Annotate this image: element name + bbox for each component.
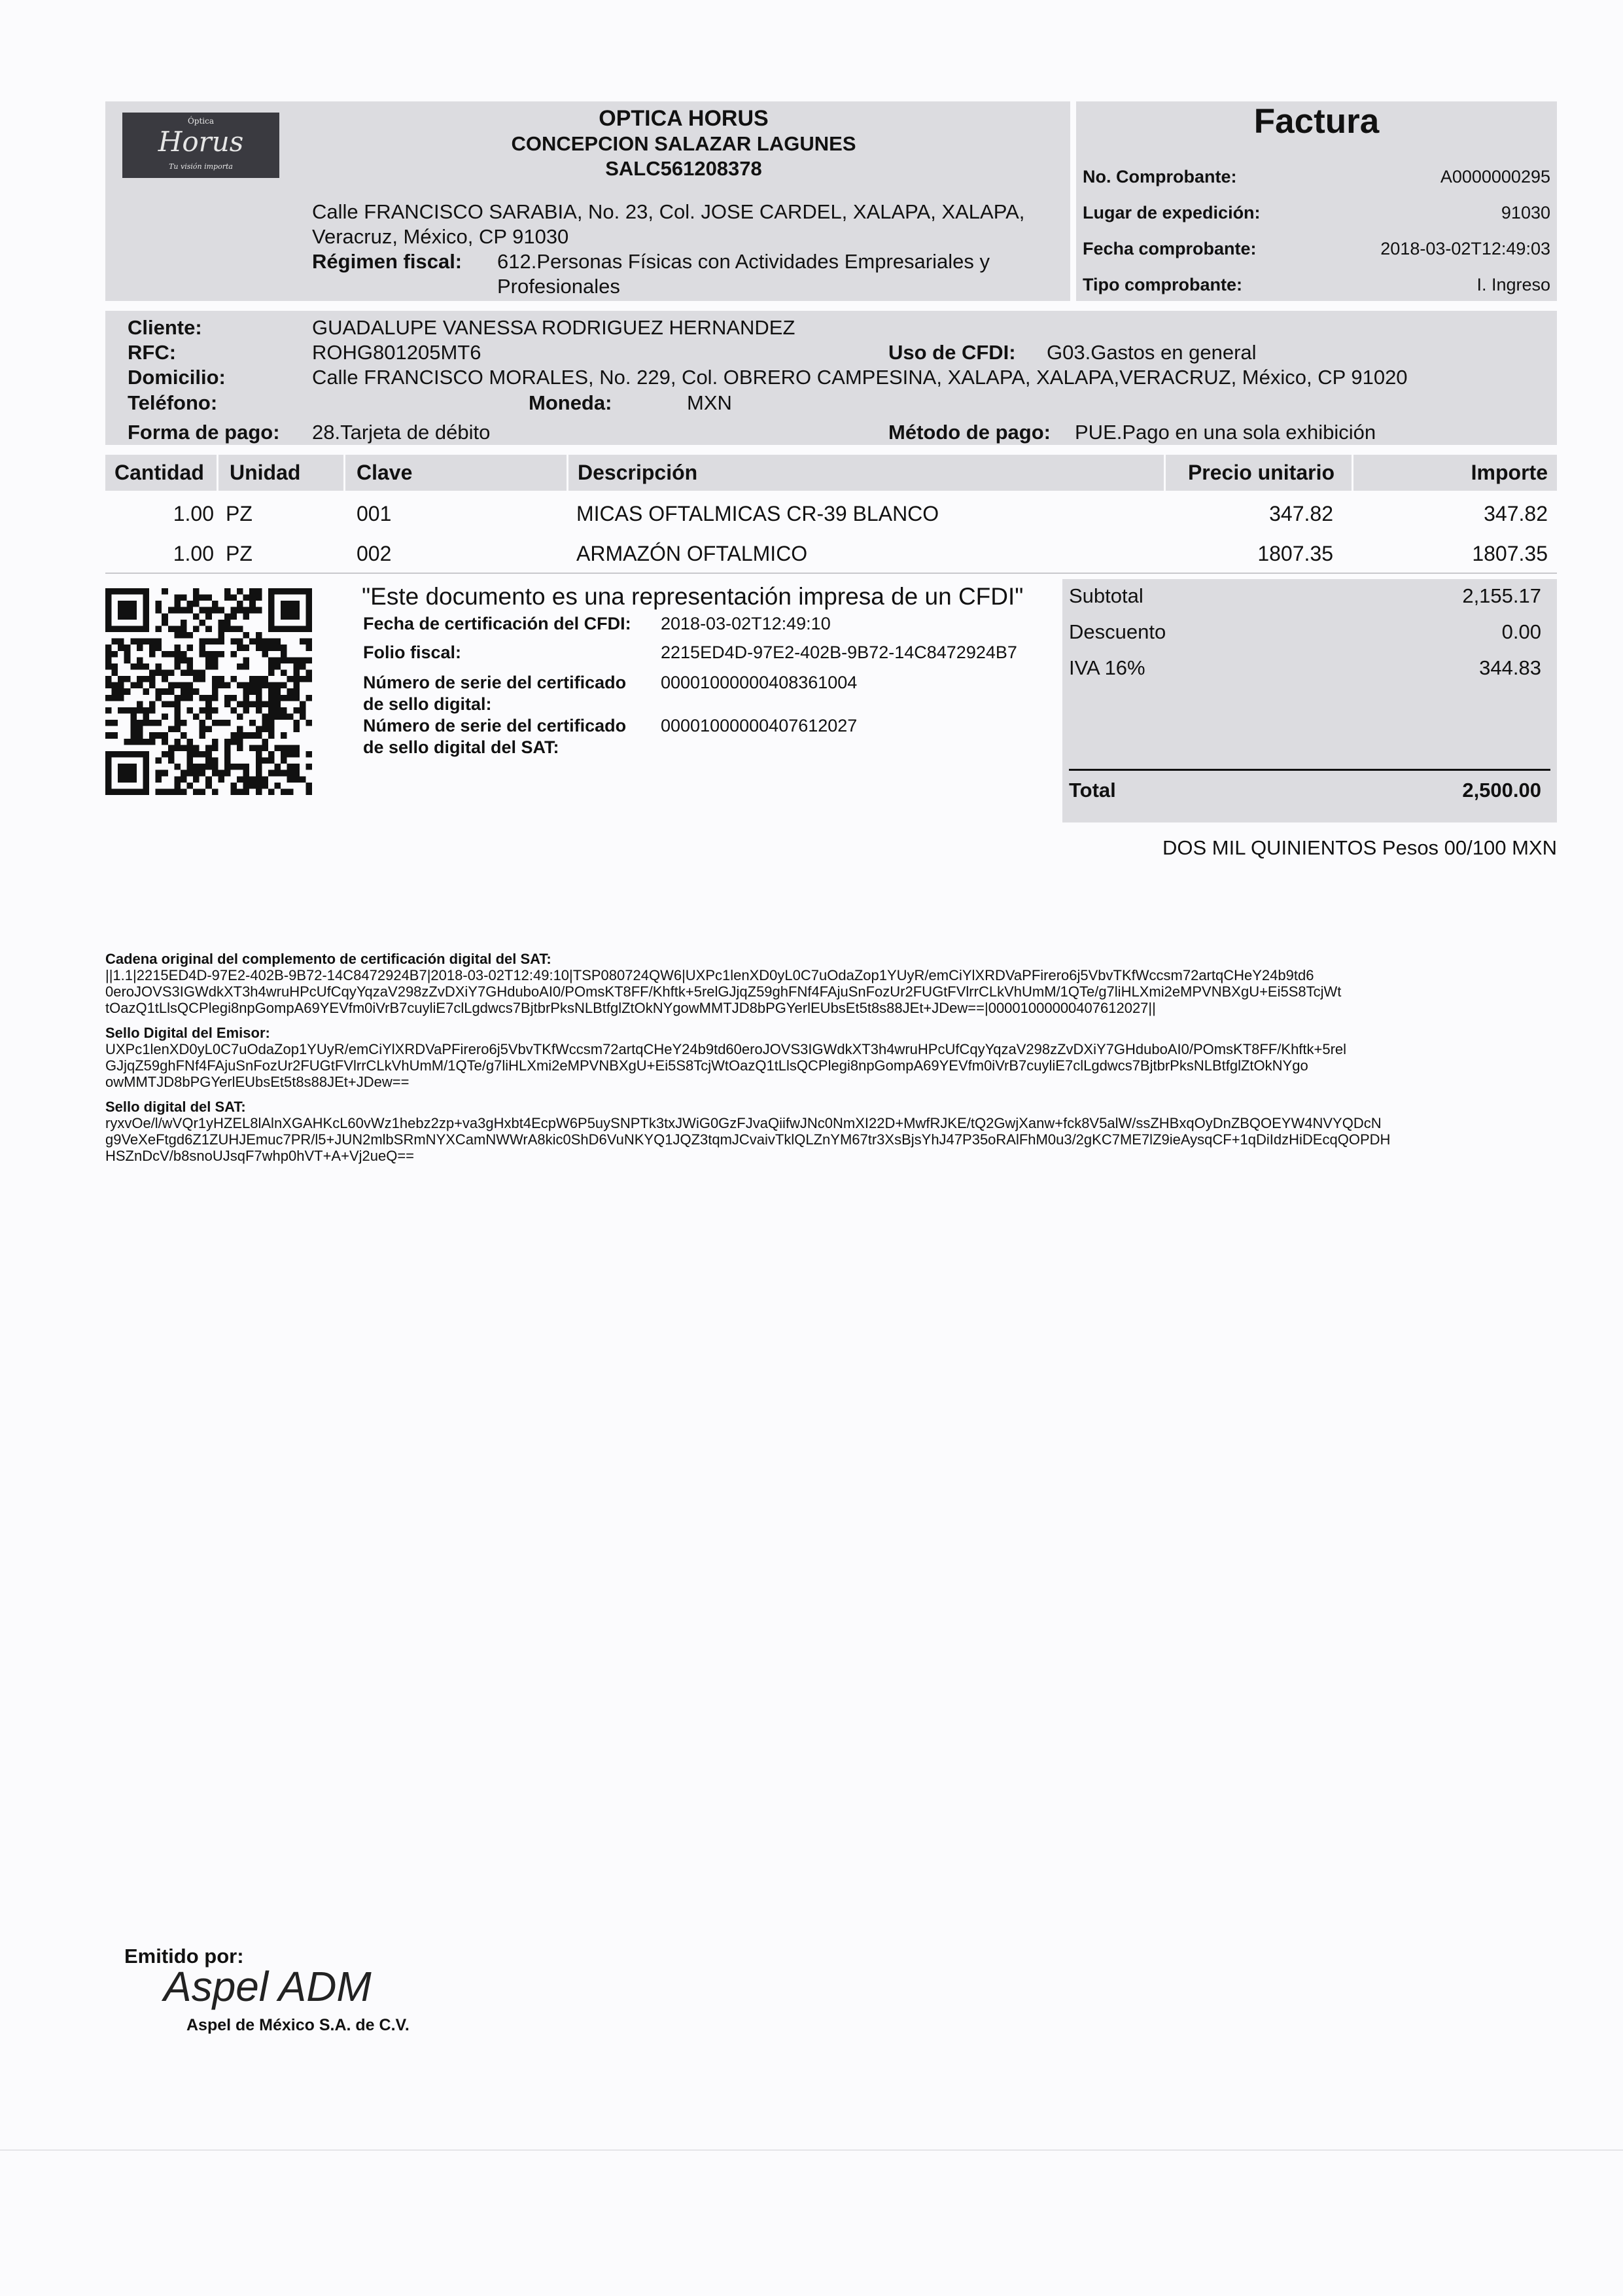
factura-row-label: Fecha comprobante:: [1083, 239, 1257, 258]
col-descripcion: Descripción: [578, 461, 698, 484]
cfdi-leyenda: "Este documento es una representación impresa de un CFDI": [362, 583, 1024, 610]
emisor-rfc: SALC561208378: [605, 157, 762, 180]
factura-title: Factura: [1253, 102, 1380, 141]
col-divider: [217, 455, 218, 491]
moneda-value: MXN: [687, 391, 732, 414]
cell-descripcion: ARMAZÓN OFTALMICO: [576, 542, 808, 565]
col-unidad: Unidad: [230, 461, 301, 484]
iva-label: IVA 16%: [1069, 656, 1145, 679]
col-divider: [343, 455, 345, 491]
descuento-value: 0.00: [1501, 620, 1541, 643]
table-row: [105, 540, 1557, 567]
cliente-value: GUADALUPE VANESSA RODRIGUEZ HERNANDEZ: [312, 316, 795, 339]
fecha-cert-value: 2018-03-02T12:49:10: [661, 614, 831, 633]
col-precio: Precio unitario: [1187, 461, 1335, 484]
company-logo: [122, 113, 279, 178]
cell-unidad: PZ: [226, 502, 253, 525]
cell-precio: 1807.35: [1257, 542, 1333, 565]
factura-row-value: 2018-03-02T12:49:03: [1380, 239, 1550, 258]
cell-cantidad: 1.00: [173, 542, 214, 565]
emitido-por: Emitido por:: [124, 1945, 244, 1968]
rfc-label: RFC:: [128, 341, 177, 364]
sello-sat-line: g9VeXeFtgd6Z1ZUHJEmuc7PR/l5+JUN2mlbSRmNYXCamNWWrA8kic0ShD6VuNKYQ1JQZ3tqmJCvaivTklQLZnYM67tr3XsBjsYhJ47P35oRAlFhM0u3/2gKC7ME7lZ9ieAysqCF+1qDiIdzHiDEcqQOPDH: [105, 1131, 1391, 1148]
factura-row-label: No. Comprobante:: [1083, 167, 1237, 186]
emisor-owner: CONCEPCION SALAZAR LAGUNES: [511, 132, 856, 155]
logo-top-text: Óptica: [187, 116, 215, 126]
col-divider: [567, 455, 568, 491]
col-divider: [1352, 455, 1353, 491]
factura-row-fecha: [1083, 236, 1550, 262]
factura-row-label: Tipo comprobante:: [1083, 275, 1243, 294]
total-label: Total: [1069, 779, 1116, 802]
table-row: [105, 501, 1557, 527]
total-en-letra: DOS MIL QUINIENTOS Pesos 00/100 MXN: [1162, 836, 1557, 859]
cell-clave: 002: [357, 542, 392, 565]
regimen-label: Régimen fiscal:: [312, 250, 462, 273]
folio-fiscal-label: Folio fiscal:: [363, 643, 462, 662]
serie-cert-value: 00001000000408361004: [661, 673, 858, 692]
aspel-logo: Aspel ADM: [164, 1963, 372, 2010]
logo-text: Horus: [158, 126, 244, 158]
col-divider: [1164, 455, 1166, 491]
descuento-label: Descuento: [1069, 620, 1166, 643]
sello-emisor-line: owMMTJD8bPGYerlEUbsEt5t8s88JEt+JDew==: [105, 1074, 410, 1090]
sello-sat-line: HSZnDcV/b8snoUJsqF7whp0hVT+A+Vj2ueQ==: [105, 1148, 415, 1164]
subtotal-label: Subtotal: [1069, 584, 1143, 607]
cadena-line: tOazQ1tLlsQCPlegi8npGompA69YEVfm0iVrB7cuyliE7clLgdwcs7BjtbrPksNLBtfglZtOkNYgowMMTJD8bPGYerlEUbsEt5t8s88JEt+JDew==|00001000000407612027||: [105, 1000, 1156, 1016]
cell-cantidad: 1.00: [173, 502, 214, 525]
page-edge: [0, 2149, 1623, 2151]
folio-fiscal-value: 2215ED4D-97E2-402B-9B72-14C8472924B7: [661, 643, 1017, 662]
fecha-cert-label: Fecha de certificación del CFDI:: [363, 614, 631, 633]
uso-cfdi-value: G03.Gastos en general: [1047, 341, 1257, 364]
cell-precio: 347.82: [1269, 502, 1333, 525]
factura-row-label: Lugar de expedición:: [1083, 203, 1261, 222]
cell-importe: 1807.35: [1472, 542, 1548, 565]
rfc-value: ROHG801205MT6: [312, 341, 481, 364]
table-header: [105, 455, 1557, 491]
col-cantidad: Cantidad: [114, 461, 204, 484]
regimen-value-line1: 612.Personas Físicas con Actividades Empresariales y: [497, 250, 990, 273]
logo-tagline: Tu visión importa: [169, 162, 233, 171]
sello-sat-label: Sello digital del SAT:: [105, 1099, 246, 1115]
col-clave: Clave: [357, 461, 413, 484]
col-importe: Importe: [1471, 461, 1548, 484]
serie-sat-value: 00001000000407612027: [661, 716, 858, 735]
sello-emisor-line: GJjqZ59ghFNf4FAjuSnFozUr2FUGtFVlrrCLkVhUmM/1QTe/g7liHLXmi2eMPVNBXgU+Ei5S8TcjWtOazQ1tLlsQCPlegi8npGompA69YEVfm0iVrB7cuyliE7clLgdwcs7BjtbrPksNLBtfglZtOkNYgo: [105, 1057, 1308, 1074]
factura-row-value: 91030: [1501, 203, 1550, 222]
domicilio-label: Domicilio:: [128, 366, 226, 389]
serie-sat-label-2: de sello digital del SAT:: [363, 737, 559, 757]
serie-cert-label-1: Número de serie del certificado: [363, 673, 627, 692]
cadena-line: 0eroJOVS3IGWdkXT3h4wruHPcUfCqyYqzaV298zZvDXiY7GHduboAI0/POmsKT8FF/Khftk+5relGJjqZ59ghFNf4FAjuSnFozUr2FUGtFVlrrCLkVhUmM/1QTe/g7liHLXmi2eMPVNBXgU+Ei5S8TcjWt: [105, 983, 1342, 1000]
factura-row-tipo: [1083, 272, 1550, 298]
total-rule: [1069, 769, 1550, 771]
factura-row-value: I. Ingreso: [1476, 275, 1550, 294]
cadena-label: Cadena original del complemento de certificación digital del SAT:: [105, 951, 551, 967]
metodo-pago-label: Método de pago:: [888, 421, 1051, 444]
cell-descripcion: MICAS OFTALMICAS CR-39 BLANCO: [576, 502, 939, 525]
sello-emisor-label: Sello Digital del Emisor:: [105, 1025, 270, 1041]
cell-importe: 347.82: [1484, 502, 1548, 525]
iva-value: 344.83: [1479, 656, 1541, 679]
emisor-address-line2: Veracruz, México, CP 91030: [312, 225, 569, 248]
factura-row-value: A0000000295: [1440, 167, 1550, 186]
total-value: 2,500.00: [1462, 779, 1541, 802]
qr-code: [105, 588, 312, 796]
cadena-line: ||1.1|2215ED4D-97E2-402B-9B72-14C8472924B7|2018-03-02T12:49:10|TSP080724QW6|UXPc1lenXD0yL0C7uOdaZop1YUyR/emCiYlXRDVaPFirero6j5VbvTKfWccsm72artqCHeY24b9td6: [105, 967, 1314, 983]
forma-pago-value: 28.Tarjeta de débito: [312, 421, 491, 444]
serie-sat-label-1: Número de serie del certificado: [363, 716, 627, 735]
cliente-label: Cliente:: [128, 316, 202, 339]
cell-clave: 001: [357, 502, 392, 525]
forma-pago-label: Forma de pago:: [128, 421, 280, 444]
factura-row-comprobante: [1083, 164, 1550, 190]
aspel-company: Aspel de México S.A. de C.V.: [186, 2016, 410, 2034]
sello-emisor-line: UXPc1lenXD0yL0C7uOdaZop1YUyR/emCiYlXRDVaPFirero6j5VbvTKfWccsm72artqCHeY24b9td60eroJOVS3IGWdkXT3h4wruHPcUfCqyYqzaV298zZvDXiY7GHduboAI0/POmsKT8FF/Khftk+5rel: [105, 1041, 1347, 1057]
moneda-label: Moneda:: [529, 391, 612, 414]
table-divider: [105, 573, 1557, 574]
telefono-label: Teléfono:: [128, 391, 218, 414]
domicilio-value: Calle FRANCISCO MORALES, No. 229, Col. OBRERO CAMPESINA, XALAPA, XALAPA,VERACRUZ, México, CP 91020: [312, 366, 1408, 389]
sello-sat-line: ryxvOe/l/wVQr1yHZEL8lAlnXGAHKcL60vWz1hebz2zp+va3gHxbt4EcpW6P5uySNPTk3txJWiG0GzFJvaQiifwJNc0NmXI22D+MwfRJKE/tQ2GwjXanw+fck8V5alW/ssZHBxqOyDnZBQOEYW4NVYQDcN: [105, 1115, 1382, 1131]
regimen-value-line2: Profesionales: [497, 275, 620, 298]
emisor-name: OPTICA HORUS: [599, 106, 769, 131]
cell-unidad: PZ: [226, 542, 253, 565]
metodo-pago-value: PUE.Pago en una sola exhibición: [1075, 421, 1376, 444]
subtotal-value: 2,155.17: [1462, 584, 1541, 607]
emisor-address-line1: Calle FRANCISCO SARABIA, No. 23, Col. JOSE CARDEL, XALAPA, XALAPA,: [312, 200, 1025, 223]
serie-cert-label-2: de sello digital:: [363, 694, 492, 714]
uso-cfdi-label: Uso de CFDI:: [888, 341, 1016, 364]
factura-row-lugar: [1083, 200, 1550, 226]
